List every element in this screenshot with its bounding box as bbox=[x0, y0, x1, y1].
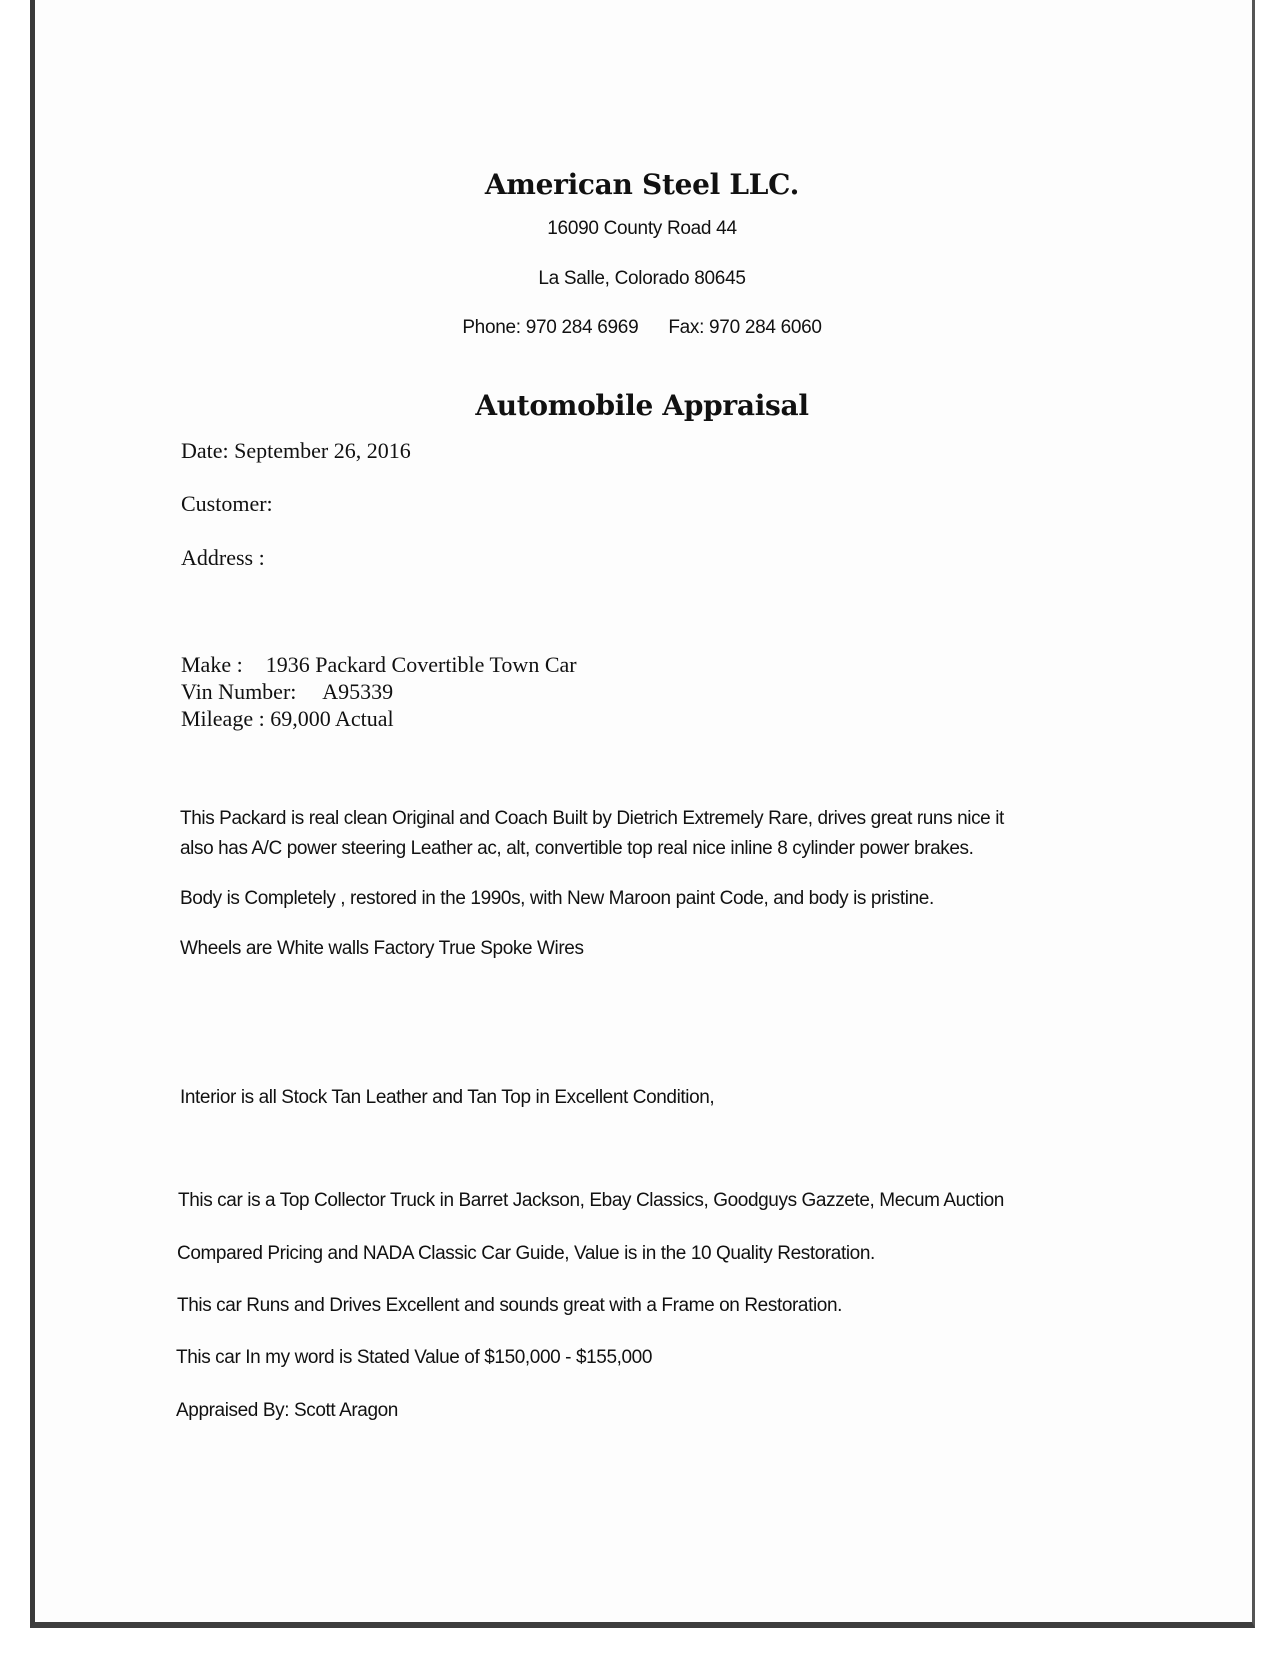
make-field bbox=[181, 652, 577, 678]
description-line-2: also has A/C power steering Leather ac, alt, convertible top real nice inline 8 cylinder power brakes. bbox=[180, 838, 974, 859]
company-fax: Fax: 970 284 6060 bbox=[668, 317, 822, 338]
valuation-line-1: This car is a Top Collector Truck in Barret Jackson, Ebay Classics, Goodguys Gazzete, Mecum Auction bbox=[178, 1190, 1004, 1211]
valuation-line-3: This car Runs and Drives Excellent and sounds great with a Frame on Restoration. bbox=[177, 1295, 842, 1316]
mileage-field: Mileage : 69,000 Actual bbox=[181, 706, 394, 731]
date-field: Date: September 26, 2016 bbox=[181, 438, 411, 463]
appraiser: Appraised By: Scott Aragon bbox=[176, 1400, 398, 1421]
address-field: Address : bbox=[181, 545, 265, 570]
vin-label: Vin Number: bbox=[181, 679, 297, 704]
wheels-description: Wheels are White walls Factory True Spoke Wires bbox=[180, 938, 584, 959]
make-label: Make : bbox=[181, 652, 243, 677]
company-name: American Steel LLC. bbox=[484, 168, 800, 201]
stated-value: This car In my word is Stated Value of $150,000 - $155,000 bbox=[176, 1347, 653, 1368]
customer-field: Customer: bbox=[181, 491, 273, 516]
body-description: Body is Completely , restored in the 1990s, with New Maroon paint Code, and body is pristine. bbox=[180, 888, 934, 909]
vin-value: A95339 bbox=[322, 679, 394, 704]
description-line-1: This Packard is real clean Original and Coach Built by Dietrich Extremely Rare, drives great runs nice it bbox=[180, 808, 1004, 829]
company-contact bbox=[0, 317, 1284, 339]
company-city: La Salle, Colorado 80645 bbox=[538, 268, 746, 289]
valuation-line-2: Compared Pricing and NADA Classic Car Guide, Value is in the 10 Quality Restoration. bbox=[177, 1243, 875, 1264]
make-value: 1936 Packard Covertible Town Car bbox=[265, 652, 577, 677]
company-phone: Phone: 970 284 6969 bbox=[462, 317, 639, 338]
document-title: Automobile Appraisal bbox=[475, 389, 809, 422]
interior-description: Interior is all Stock Tan Leather and Tan Top in Excellent Condition, bbox=[180, 1087, 715, 1108]
vin-field bbox=[181, 679, 393, 705]
company-street: 16090 County Road 44 bbox=[547, 218, 737, 239]
